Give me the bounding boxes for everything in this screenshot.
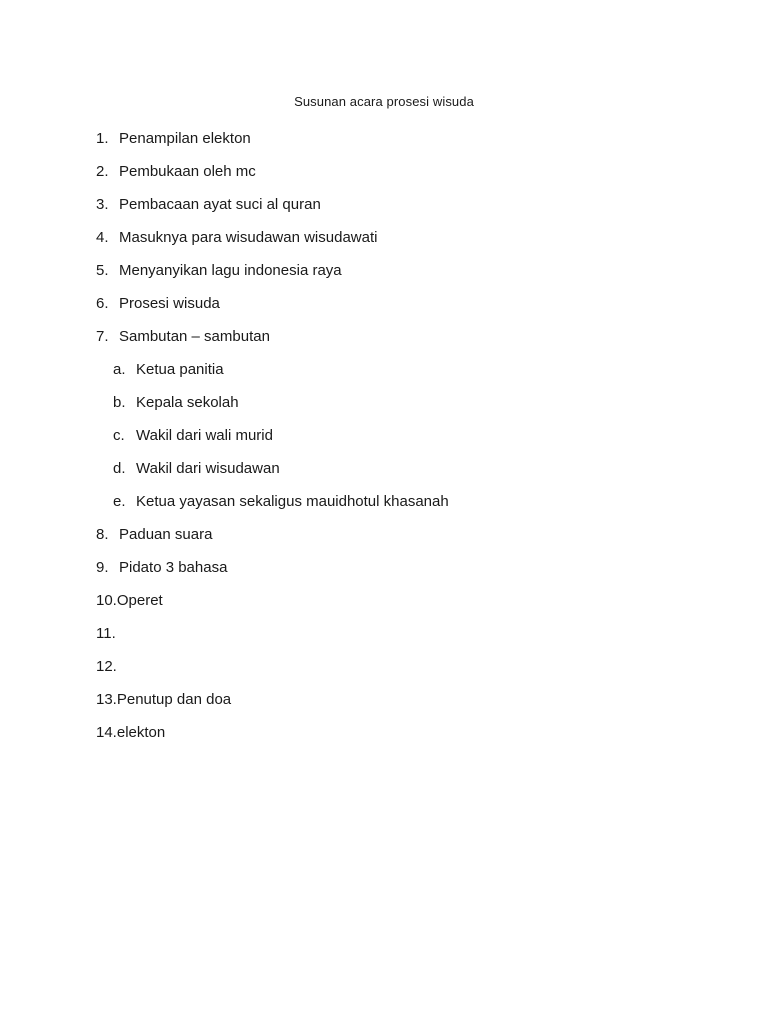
item-letter: c. xyxy=(113,427,125,444)
item-letter: b. xyxy=(113,394,126,411)
item-text: Wakil dari wisudawan xyxy=(136,460,280,477)
list-item xyxy=(96,722,449,755)
item-text: Ketua yayasan sekaligus mauidhotul khasanah xyxy=(136,493,449,510)
document-title: Susunan acara prosesi wisuda xyxy=(294,94,474,109)
item-number: 4. xyxy=(96,229,109,246)
list-item xyxy=(96,524,449,557)
list-item xyxy=(96,590,449,623)
list-item xyxy=(96,227,449,260)
list-item xyxy=(96,128,449,161)
item-number: 7. xyxy=(96,328,109,345)
item-number: 11. xyxy=(96,625,116,642)
item-text: Wakil dari wali murid xyxy=(136,427,273,444)
sub-list-item xyxy=(96,425,449,458)
item-number: 1. xyxy=(96,130,109,147)
item-number: 2. xyxy=(96,163,109,180)
item-text: Sambutan – sambutan xyxy=(119,328,270,345)
item-text: Pidato 3 bahasa xyxy=(119,559,228,576)
item-letter: e. xyxy=(113,493,126,510)
item-number: 12. xyxy=(96,658,117,675)
item-text: Penutup dan doa xyxy=(116,691,232,708)
sub-list-item xyxy=(96,458,449,491)
list-item xyxy=(96,161,449,194)
item-text: Ketua panitia xyxy=(136,361,224,378)
item-text: Pembukaan oleh mc xyxy=(119,163,256,180)
list-item xyxy=(96,293,449,326)
list-item xyxy=(96,260,449,293)
item-text: Paduan suara xyxy=(119,526,213,543)
item-text: Operet xyxy=(116,592,163,609)
item-letter: a. xyxy=(113,361,126,378)
item-number: 14. xyxy=(96,724,117,741)
sub-list-item xyxy=(96,392,449,425)
sub-list-item xyxy=(96,359,449,392)
agenda-list xyxy=(96,128,449,755)
item-text: Masuknya para wisudawan wisudawati xyxy=(119,229,378,246)
list-item xyxy=(96,689,449,722)
item-text: Menyanyikan lagu indonesia raya xyxy=(119,262,342,279)
item-text: Pembacaan ayat suci al quran xyxy=(119,196,321,213)
item-number: 6. xyxy=(96,295,109,312)
item-number: 9. xyxy=(96,559,109,576)
item-number: 3. xyxy=(96,196,109,213)
list-item xyxy=(96,623,449,656)
list-item xyxy=(96,326,449,359)
list-item xyxy=(96,557,449,590)
item-text: elekton xyxy=(116,724,166,741)
item-number: 5. xyxy=(96,262,109,279)
item-text: Kepala sekolah xyxy=(136,394,239,411)
item-letter: d. xyxy=(113,460,126,477)
item-text: Penampilan elekton xyxy=(119,130,251,147)
item-number: 10. xyxy=(96,592,117,609)
list-item xyxy=(96,194,449,227)
sub-list-item xyxy=(96,491,449,524)
list-item xyxy=(96,656,449,689)
item-number: 13. xyxy=(96,691,117,708)
item-number: 8. xyxy=(96,526,109,543)
item-text: Prosesi wisuda xyxy=(119,295,220,312)
